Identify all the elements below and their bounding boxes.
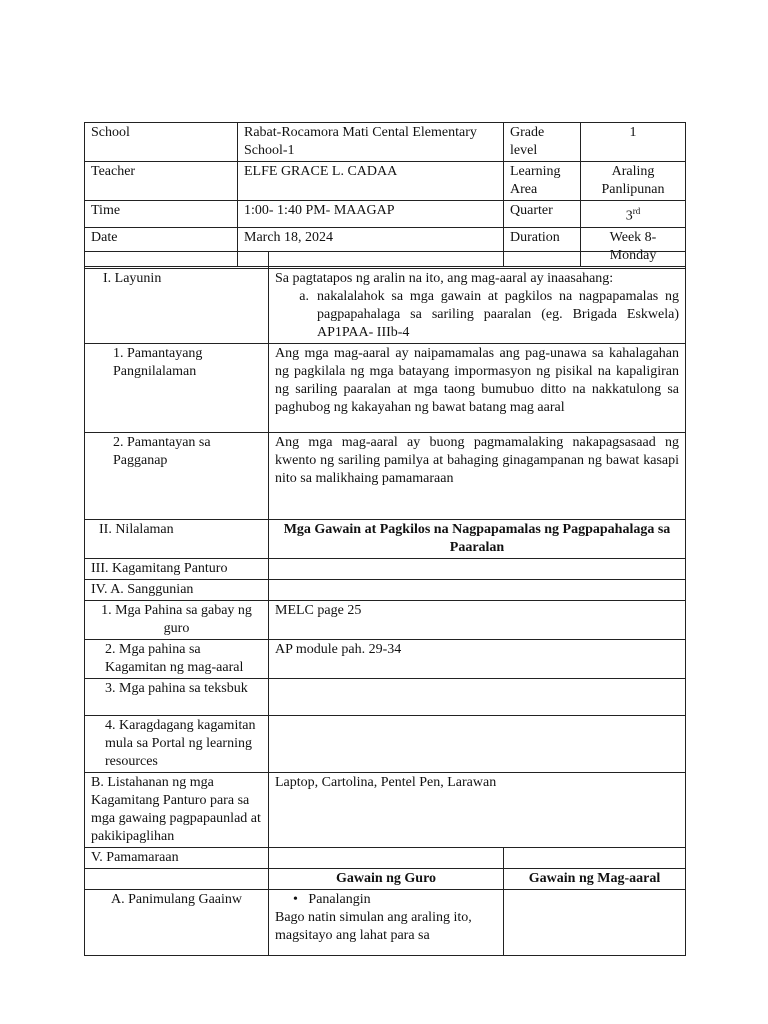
grade-label: Grade level xyxy=(504,123,581,162)
procedure-step-label: A. Panimulang Gaainw xyxy=(85,890,269,956)
quarter-value xyxy=(581,201,686,228)
objective-item xyxy=(275,288,679,342)
bullet-icon: • xyxy=(293,892,298,907)
learner-material-label: 2. Mga pahina sa Kagamitan ng mag-aaral xyxy=(85,640,269,679)
bullet-item xyxy=(275,891,497,909)
portal-label: 4. Karagdagang kagamitan mula sa Portal ng learning resources xyxy=(85,716,269,773)
grade-value: 1 xyxy=(581,123,686,162)
objectives-intro: Sa pagtatapos ng aralin na ito, ang mag-aaral ay inaasahang: xyxy=(275,271,614,286)
procedure-row xyxy=(85,848,686,869)
school-value: Rabat-Rocamora Mati Cental Elementary School-1 xyxy=(238,123,504,162)
objective-marker: a. xyxy=(299,289,309,304)
textbook-row xyxy=(85,679,686,716)
performance-standard-label: 2. Pamantayan sa Pagganap xyxy=(85,433,269,520)
school-label: School xyxy=(85,123,238,162)
content-standard-row xyxy=(85,344,686,433)
quarter-number: 3 xyxy=(625,208,633,224)
content-label: II. Nilalaman xyxy=(85,520,269,559)
teacher-label: Teacher xyxy=(85,162,238,201)
content-standard-text: Ang mga mag-aaral ay naipamamalas ang pag-unawa sa kahalagahan ng pagkilala ng mga batayang impormasyon ng pisikal na kapaligiran ng sariling paaralan at mga taong bumubuo ditto na nakkatulong sa paghubog ng kakayahan ng bawat batang mag aaral xyxy=(269,344,686,433)
header-row-teacher xyxy=(85,162,686,201)
materials-list-value: Laptop, Cartolina, Pentel Pen, Larawan xyxy=(269,773,686,848)
duration-value: Week 8- Monday xyxy=(581,227,686,266)
materials-list-row xyxy=(85,773,686,848)
procedure-header-row xyxy=(85,869,686,890)
teacher-guide-value: MELC page 25 xyxy=(269,601,686,640)
objectives-label: I. Layunin xyxy=(85,269,269,344)
teacher-activity-header: Gawain ng Guro xyxy=(269,869,504,890)
spacer-row xyxy=(85,252,686,269)
quarter-label: Quarter xyxy=(504,201,581,228)
materials-row xyxy=(85,559,686,580)
materials-label: III. Kagamitang Panturo xyxy=(85,559,269,580)
content-text: Mga Gawain at Pagkilos na Nagpapamalas ng Pagpapahalaga sa Paaralan xyxy=(269,520,686,559)
area-value: Araling Panlipunan xyxy=(581,162,686,201)
learner-material-value: AP module pah. 29-34 xyxy=(269,640,686,679)
area-label: Learning Area xyxy=(504,162,581,201)
date-label: Date xyxy=(85,227,238,266)
time-value: 1:00- 1:40 PM- MAAGAP xyxy=(238,201,504,228)
objectives-cell xyxy=(269,269,686,344)
teacher-activity-text: Bago natin simulan ang araling ito, magsitayo ang lahat para sa xyxy=(275,910,472,943)
teacher-activity-cell xyxy=(269,890,504,956)
content-row xyxy=(85,520,686,559)
header-row-school xyxy=(85,123,686,162)
date-value: March 18, 2024 xyxy=(238,227,504,266)
header-table xyxy=(84,122,686,267)
textbook-label: 3. Mga pahina sa teksbuk xyxy=(85,679,269,716)
teacher-guide-label: 1. Mga Pahina sa gabay ng guro xyxy=(85,601,269,640)
bullet-text: Panalangin xyxy=(308,892,371,907)
references-row xyxy=(85,580,686,601)
objectives-row xyxy=(85,269,686,344)
performance-standard-text: Ang mga mag-aaral ay buong pagmamalaking nakapagsasaad ng kwento ng sariling pamilya at bahaging ginagampanan ng bawat kasapi nito sa malikhaing pamamaraan xyxy=(269,433,686,520)
procedure-step-row xyxy=(85,890,686,956)
performance-standard-row xyxy=(85,433,686,520)
teacher-value: ELFE GRACE L. CADAA xyxy=(238,162,504,201)
lesson-plan-table xyxy=(84,251,686,956)
student-activity-header: Gawain ng Mag-aaral xyxy=(504,869,686,890)
header-row-time xyxy=(85,201,686,228)
student-activity-cell xyxy=(504,890,686,956)
references-label: IV. A. Sanggunian xyxy=(85,580,269,601)
materials-list-label: B. Listahanan ng mga Kagamitang Panturo para sa mga gawaing pagpapaunlad at pakikipaglihan xyxy=(85,773,269,848)
teacher-guide-row xyxy=(85,601,686,640)
duration-label: Duration xyxy=(504,227,581,266)
objective-text: nakalalahok sa mga gawain at pagkilos na nagpapamalas ng pagpapahalaga sa sariling paaralan (eg. Brigada Eskwela) AP1PAA- IIIb-4 xyxy=(317,289,679,340)
learner-material-row xyxy=(85,640,686,679)
content-standard-label: 1. Pamantayang Pangnilalaman xyxy=(85,344,269,433)
quarter-suffix: rd xyxy=(632,206,641,216)
time-label: Time xyxy=(85,201,238,228)
procedure-label: V. Pamamaraan xyxy=(85,848,269,869)
portal-row xyxy=(85,716,686,773)
